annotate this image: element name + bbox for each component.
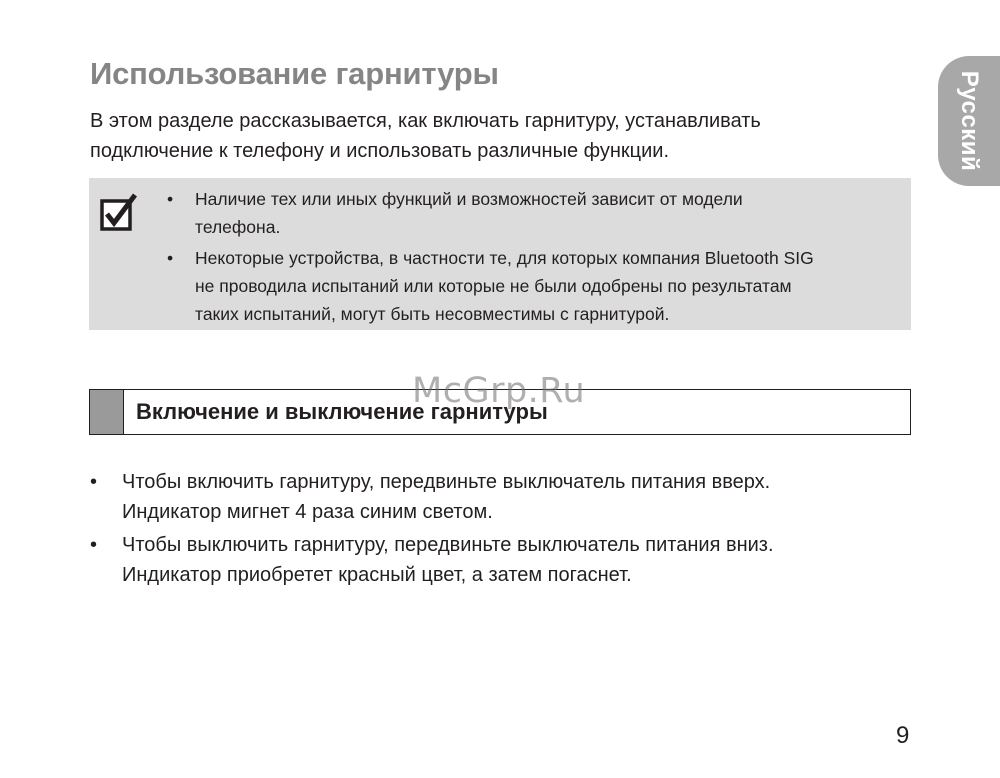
note-line: Наличие тех или иных функций и возможностей зависит от модели	[195, 189, 743, 209]
note-line: таких испытаний, могут быть несовместимы с гарнитурой.	[195, 304, 670, 324]
page-number: 9	[896, 722, 910, 749]
note-item	[167, 185, 743, 241]
bullet: •	[90, 471, 98, 493]
list-line: Индикатор приобретет красный цвет, а затем погаснет.	[122, 564, 632, 586]
note-line: не проводила испытаний или которые не были одобрены по результатам	[195, 276, 792, 296]
language-tab-label: Русский	[956, 70, 983, 172]
note-line: телефона.	[195, 217, 281, 237]
bullet: •	[167, 189, 174, 209]
list-item	[90, 530, 774, 590]
note-line: Некоторые устройства, в частности те, для которых компания Bluetooth SIG	[195, 248, 814, 268]
note-box	[89, 178, 911, 330]
list-line: Индикатор мигнет 4 раза синим светом.	[122, 501, 493, 523]
bullet: •	[167, 248, 174, 268]
section-marker	[90, 390, 124, 434]
language-tab	[938, 56, 1000, 186]
note-item	[167, 244, 814, 328]
intro-line: В этом разделе рассказывается, как включать гарнитуру, устанавливать	[90, 110, 761, 132]
list-line: Чтобы выключить гарнитуру, передвиньте выключатель питания вниз.	[122, 534, 774, 556]
list-line: Чтобы включить гарнитуру, передвиньте выключатель питания вверх.	[122, 471, 771, 493]
checkbox-icon	[99, 192, 139, 232]
bullet: •	[90, 534, 98, 556]
intro-paragraph	[90, 106, 870, 166]
page-title: Использование гарнитуры	[90, 56, 499, 91]
watermark: McGrp.Ru	[412, 371, 586, 411]
intro-line: подключение к телефону и использовать различные функции.	[90, 140, 670, 162]
section-title: Включение и выключение гарнитуры	[136, 399, 548, 424]
list-item	[90, 467, 770, 527]
